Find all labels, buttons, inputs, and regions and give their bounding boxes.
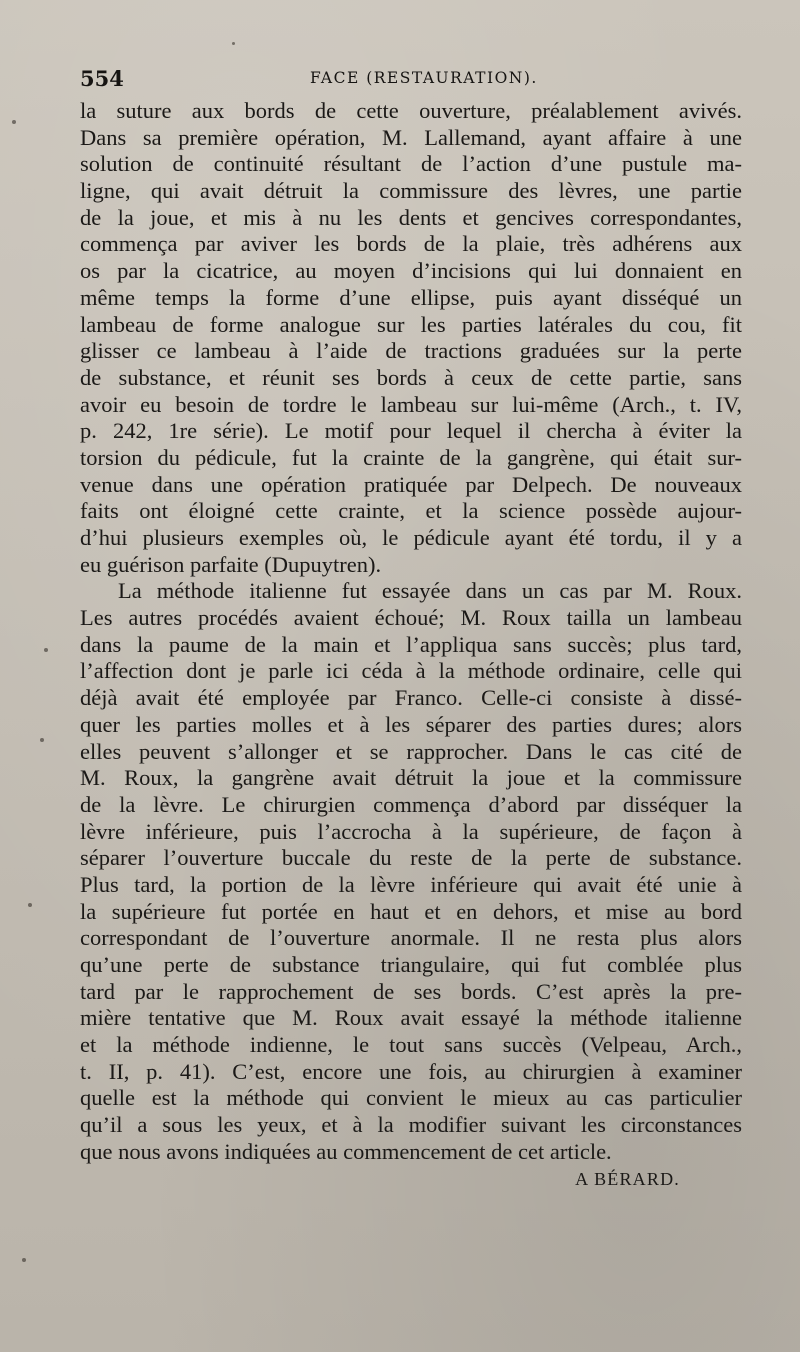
text-line: dans la paume de la main et l’appliqua sans succès; plus tard, bbox=[80, 631, 742, 657]
text-line: mière tentative que M. Roux avait essayé la méthode italienne bbox=[80, 1005, 742, 1031]
text-line: l’affection dont je parle ici céda à la méthode ordinaire, celle qui bbox=[80, 658, 742, 684]
text-line: os par la cicatrice, au moyen d’incisions qui lui donnaient en bbox=[80, 258, 742, 284]
text-line: qu’une perte de substance triangulaire, qui fut comblée plus bbox=[80, 952, 742, 977]
text-line: lambeau de forme analogue sur les parties latérales du cou, fit bbox=[80, 311, 742, 337]
text-line: La méthode italienne fut essayée dans un cas par M. Roux. bbox=[118, 578, 742, 604]
text-line: tard par le rapprochement de ses bords. C’est après la pre- bbox=[80, 978, 742, 1004]
text-line: de la lèvre. Le chirurgien commença d’abord par disséquer la bbox=[80, 791, 742, 817]
page-number: 554 bbox=[80, 66, 124, 91]
text-line: glisser ce lambeau à l’aide de tractions graduées sur la perte bbox=[80, 338, 742, 364]
text-line: faits ont éloigné cette crainte, et la science possède aujour- bbox=[80, 498, 742, 524]
text-line: Dans sa première opération, M. Lallemand, ayant affaire à une bbox=[80, 124, 742, 150]
text-line: quer les parties molles et à les séparer des parties dures; alors bbox=[80, 711, 742, 737]
text-line: que nous avons indiquées au commencement de cet article. bbox=[80, 1138, 612, 1164]
print-speck bbox=[12, 120, 16, 124]
text-line: de substance, et réunit ses bords à ceux de cette partie, sans bbox=[80, 364, 742, 390]
paragraph bbox=[80, 578, 742, 1165]
text-line: torsion du pédicule, fut la crainte de la gangrène, qui était sur- bbox=[80, 444, 742, 470]
text-line: solution de continuité résultant de l’action d’une pustule ma- bbox=[80, 151, 742, 177]
text-line: même temps la forme d’une ellipse, puis ayant disséqué un bbox=[80, 284, 742, 310]
text-line: déjà avait été employée par Franco. Celle-ci consiste à dissé- bbox=[80, 685, 742, 711]
text-line: p. 242, 1re série). Le motif pour lequel il chercha à éviter la bbox=[80, 418, 742, 444]
text-line: la suture aux bords de cette ouverture, préalablement avivés. bbox=[80, 98, 742, 123]
running-head: FACE (RESTAURATION). bbox=[310, 69, 538, 87]
text-line: t. II, p. 41). C’est, encore une fois, au chirurgien à examiner bbox=[80, 1058, 742, 1084]
print-speck bbox=[44, 648, 48, 652]
text-line: commença par aviver les bords de la plaie, très adhérens aux bbox=[80, 231, 742, 257]
print-speck bbox=[22, 1258, 26, 1262]
print-speck bbox=[28, 903, 32, 907]
text-line: et la méthode indienne, le tout sans succès (Velpeau, Arch., bbox=[80, 1032, 742, 1058]
text-line: M. Roux, la gangrène avait détruit la joue et la commissure bbox=[80, 765, 742, 791]
text-line: d’hui plusieurs exemples où, le pédicule ayant été tordu, il y a bbox=[80, 525, 742, 550]
print-speck bbox=[40, 738, 44, 742]
text-line: lèvre inférieure, puis l’accrocha à la supérieure, de façon à bbox=[80, 818, 742, 844]
text-line: avoir eu besoin de tordre le lambeau sur lui-même (Arch., t. IV, bbox=[80, 391, 742, 417]
text-line: la supérieure fut portée en haut et en dehors, et mise au bord bbox=[80, 898, 742, 924]
text-line: Les autres procédés avaient échoué; M. Roux tailla un lambeau bbox=[80, 605, 742, 631]
page-header bbox=[80, 62, 740, 92]
text-line: Plus tard, la portion de la lèvre inférieure qui avait été unie à bbox=[80, 871, 742, 897]
text-line: qu’il a sous les yeux, et à la modifier suivant les circonstances bbox=[80, 1112, 742, 1138]
paragraph bbox=[80, 98, 742, 578]
text-line: quelle est la méthode qui convient le mieux au cas particulier bbox=[80, 1085, 742, 1111]
author-signature: A BÉRARD. bbox=[575, 1168, 680, 1189]
print-speck bbox=[232, 42, 235, 45]
text-line: eu guérison parfaite (Dupuytren). bbox=[80, 551, 382, 577]
article-body bbox=[80, 98, 742, 1192]
text-line: ligne, qui avait détruit la commissure des lèvres, une partie bbox=[80, 178, 742, 204]
text-line: elles peuvent s’allonger et se rapprocher. Dans le cas cité de bbox=[80, 738, 742, 764]
text-line: venue dans une opération pratiquée par Delpech. De nouveaux bbox=[80, 471, 742, 497]
text-line: séparer l’ouverture buccale du reste de la perte de substance. bbox=[80, 845, 742, 871]
text-line: correspondant de l’ouverture anormale. Il ne resta plus alors bbox=[80, 925, 742, 951]
text-line: de la joue, et mis à nu les dents et gencives correspondantes, bbox=[80, 204, 742, 230]
